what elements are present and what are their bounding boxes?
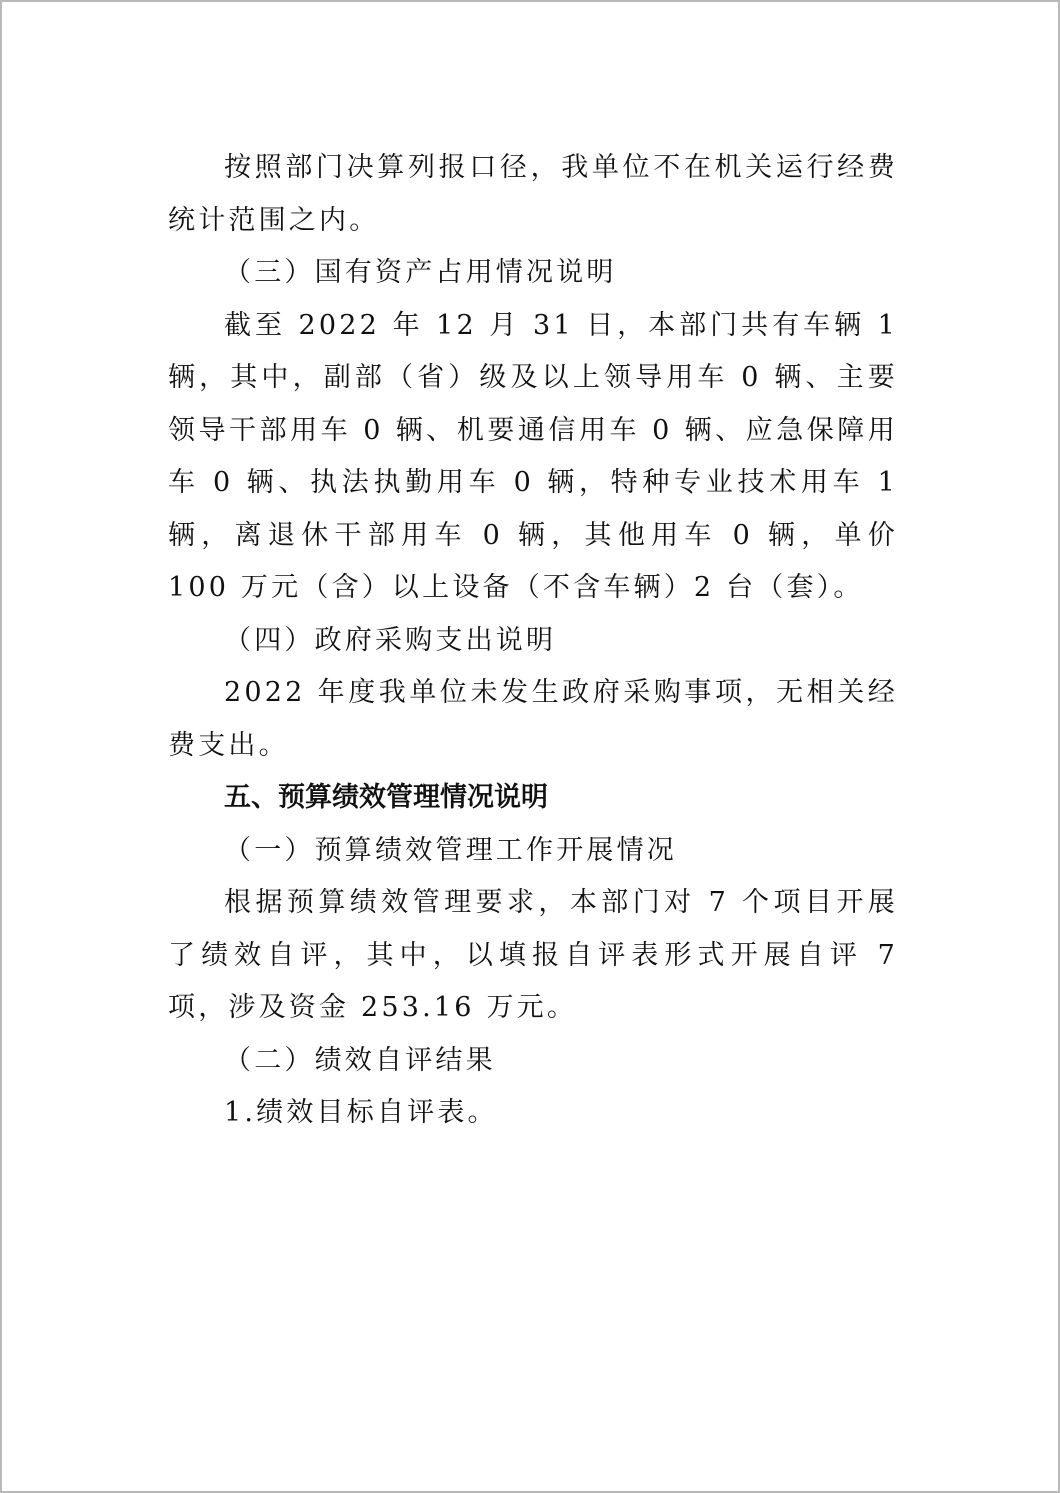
document-body: [168, 142, 898, 1140]
subheading-state-assets: （三）国有资产占用情况说明: [224, 257, 617, 288]
paragraph-procurement: 2022 年度我单位未发生政府采购事项，无相关经费支出。: [168, 677, 898, 761]
paragraph-operating-costs: 按照部门决算列报口径，我单位不在机关运行经费统计范围之内。: [168, 152, 898, 236]
subheading-evaluation-results: （二）绩效自评结果: [224, 1044, 496, 1076]
subheading-performance-work: （一）预算绩效管理工作开展情况: [224, 834, 677, 866]
paragraph-evaluation-table: 1.绩效目标自评表。: [224, 1097, 498, 1128]
paragraph-vehicles-equipment: 截至 2022 年 12 月 31 日，本部门共有车辆 1 辆，其中，副部（省）级及以上领导用车 0 辆、主要领导干部用车 0 辆、机要通信用车 0 辆、应急保障用车 0 辆、执法执勤用车 0 辆，特种专业技术用车 1 辆，离退休干部用车 0 辆，其他用车 0 辆，单价 100 万元（含）以上设备（不含车辆）2 台（套）。: [168, 309, 898, 603]
paragraph-self-evaluation: 根据预算绩效管理要求，本部门对 7 个项目开展了绩效自评，其中，以填报自评表形式开展自评 7 项，涉及资金 253.16 万元。: [168, 887, 898, 1023]
subheading-government-procurement: （四）政府采购支出说明: [224, 624, 557, 656]
section-heading-performance: 五、预算绩效管理情况说明: [224, 782, 548, 813]
